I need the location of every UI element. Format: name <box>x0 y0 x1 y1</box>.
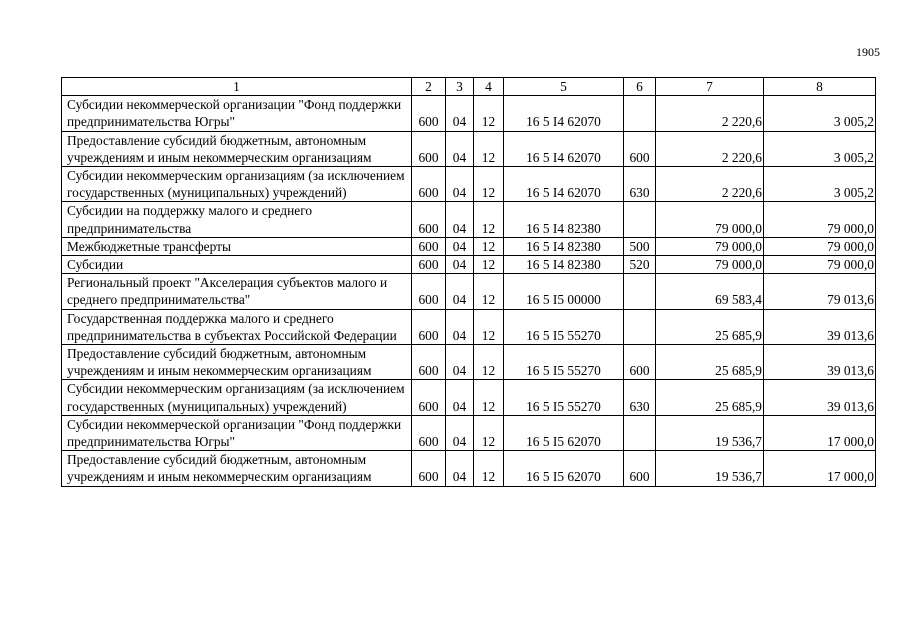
cell-col2: 600 <box>412 345 446 380</box>
cell-col5: 16 5 I4 82380 <box>504 256 624 274</box>
cell-col6: 600 <box>624 131 656 166</box>
cell-col8: 79 013,6 <box>764 274 876 309</box>
cell-col8: 39 013,6 <box>764 309 876 344</box>
cell-col6: 630 <box>624 380 656 415</box>
row-name: Региональный проект "Акселерация субъектов малого и среднего предпринимательства" <box>62 274 412 309</box>
cell-col2: 600 <box>412 237 446 255</box>
cell-col6: 600 <box>624 345 656 380</box>
column-header: 8 <box>764 78 876 96</box>
cell-col7: 2 220,6 <box>656 131 764 166</box>
cell-col5: 16 5 I4 62070 <box>504 167 624 202</box>
row-name: Межбюджетные трансферты <box>62 237 412 255</box>
cell-col4: 12 <box>474 237 504 255</box>
cell-col4: 12 <box>474 202 504 237</box>
table-row <box>62 309 876 344</box>
cell-col6 <box>624 274 656 309</box>
column-header: 6 <box>624 78 656 96</box>
cell-col6: 520 <box>624 256 656 274</box>
cell-col4: 12 <box>474 345 504 380</box>
cell-col8: 39 013,6 <box>764 345 876 380</box>
cell-col4: 12 <box>474 415 504 450</box>
column-header: 4 <box>474 78 504 96</box>
cell-col2: 600 <box>412 415 446 450</box>
cell-col6: 630 <box>624 167 656 202</box>
cell-col5: 16 5 I4 82380 <box>504 202 624 237</box>
cell-col2: 600 <box>412 167 446 202</box>
cell-col7: 25 685,9 <box>656 380 764 415</box>
cell-col4: 12 <box>474 309 504 344</box>
cell-col2: 600 <box>412 131 446 166</box>
cell-col4: 12 <box>474 380 504 415</box>
cell-col6 <box>624 202 656 237</box>
row-name: Субсидии некоммерческой организации "Фонд поддержки предпринимательства Югры" <box>62 96 412 131</box>
cell-col3: 04 <box>446 202 474 237</box>
cell-col4: 12 <box>474 167 504 202</box>
row-name: Субсидии некоммерческим организациям (за исключением государственных (муниципальных) учреждений) <box>62 167 412 202</box>
cell-col8: 17 000,0 <box>764 451 876 486</box>
cell-col2: 600 <box>412 96 446 131</box>
cell-col3: 04 <box>446 451 474 486</box>
table-row <box>62 202 876 237</box>
table-row <box>62 451 876 486</box>
cell-col7: 25 685,9 <box>656 345 764 380</box>
cell-col8: 79 000,0 <box>764 256 876 274</box>
cell-col6: 600 <box>624 451 656 486</box>
row-name: Субсидии некоммерческим организациям (за исключением государственных (муниципальных) учреждений) <box>62 380 412 415</box>
cell-col7: 25 685,9 <box>656 309 764 344</box>
cell-col7: 69 583,4 <box>656 274 764 309</box>
row-name: Государственная поддержка малого и среднего предпринимательства в субъектах Российской Федерации <box>62 309 412 344</box>
cell-col8: 79 000,0 <box>764 202 876 237</box>
cell-col4: 12 <box>474 451 504 486</box>
row-name: Субсидии некоммерческой организации "Фонд поддержки предпринимательства Югры" <box>62 415 412 450</box>
cell-col5: 16 5 I4 62070 <box>504 131 624 166</box>
cell-col3: 04 <box>446 380 474 415</box>
cell-col2: 600 <box>412 274 446 309</box>
row-name: Предоставление субсидий бюджетным, автономным учреждениям и иным некоммерческим организациям <box>62 345 412 380</box>
column-header: 2 <box>412 78 446 96</box>
cell-col2: 600 <box>412 256 446 274</box>
column-header: 7 <box>656 78 764 96</box>
cell-col7: 79 000,0 <box>656 256 764 274</box>
cell-col3: 04 <box>446 131 474 166</box>
cell-col5: 16 5 I5 55270 <box>504 345 624 380</box>
cell-col3: 04 <box>446 345 474 380</box>
cell-col5: 16 5 I5 62070 <box>504 415 624 450</box>
budget-table <box>61 77 876 487</box>
cell-col8: 17 000,0 <box>764 415 876 450</box>
cell-col4: 12 <box>474 256 504 274</box>
cell-col6 <box>624 96 656 131</box>
cell-col2: 600 <box>412 451 446 486</box>
column-header: 5 <box>504 78 624 96</box>
row-name: Предоставление субсидий бюджетным, автономным учреждениям и иным некоммерческим организациям <box>62 131 412 166</box>
table-row <box>62 167 876 202</box>
table-row <box>62 380 876 415</box>
cell-col7: 2 220,6 <box>656 167 764 202</box>
table-row <box>62 96 876 131</box>
table-row <box>62 345 876 380</box>
cell-col8: 39 013,6 <box>764 380 876 415</box>
cell-col7: 79 000,0 <box>656 202 764 237</box>
cell-col5: 16 5 I5 62070 <box>504 451 624 486</box>
cell-col3: 04 <box>446 256 474 274</box>
cell-col6 <box>624 309 656 344</box>
cell-col2: 600 <box>412 309 446 344</box>
cell-col2: 600 <box>412 380 446 415</box>
row-name: Предоставление субсидий бюджетным, автономным учреждениям и иным некоммерческим организациям <box>62 451 412 486</box>
cell-col5: 16 5 I4 62070 <box>504 96 624 131</box>
cell-col8: 3 005,2 <box>764 167 876 202</box>
cell-col5: 16 5 I5 00000 <box>504 274 624 309</box>
table-row <box>62 256 876 274</box>
cell-col4: 12 <box>474 131 504 166</box>
table-row <box>62 237 876 255</box>
column-header: 3 <box>446 78 474 96</box>
cell-col4: 12 <box>474 274 504 309</box>
row-name: Субсидии <box>62 256 412 274</box>
page-number: 1905 <box>856 45 880 59</box>
cell-col2: 600 <box>412 202 446 237</box>
cell-col5: 16 5 I5 55270 <box>504 309 624 344</box>
cell-col7: 19 536,7 <box>656 415 764 450</box>
table-header-row <box>62 78 876 96</box>
cell-col3: 04 <box>446 309 474 344</box>
cell-col5: 16 5 I4 82380 <box>504 237 624 255</box>
cell-col7: 2 220,6 <box>656 96 764 131</box>
cell-col8: 3 005,2 <box>764 96 876 131</box>
cell-col5: 16 5 I5 55270 <box>504 380 624 415</box>
cell-col4: 12 <box>474 96 504 131</box>
column-header: 1 <box>62 78 412 96</box>
cell-col3: 04 <box>446 96 474 131</box>
cell-col3: 04 <box>446 237 474 255</box>
cell-col7: 19 536,7 <box>656 451 764 486</box>
cell-col3: 04 <box>446 274 474 309</box>
cell-col6 <box>624 415 656 450</box>
cell-col6: 500 <box>624 237 656 255</box>
table-row <box>62 131 876 166</box>
cell-col3: 04 <box>446 167 474 202</box>
table-row <box>62 415 876 450</box>
cell-col8: 79 000,0 <box>764 237 876 255</box>
table-row <box>62 274 876 309</box>
cell-col7: 79 000,0 <box>656 237 764 255</box>
row-name: Субсидии на поддержку малого и среднего предпринимательства <box>62 202 412 237</box>
cell-col3: 04 <box>446 415 474 450</box>
cell-col8: 3 005,2 <box>764 131 876 166</box>
